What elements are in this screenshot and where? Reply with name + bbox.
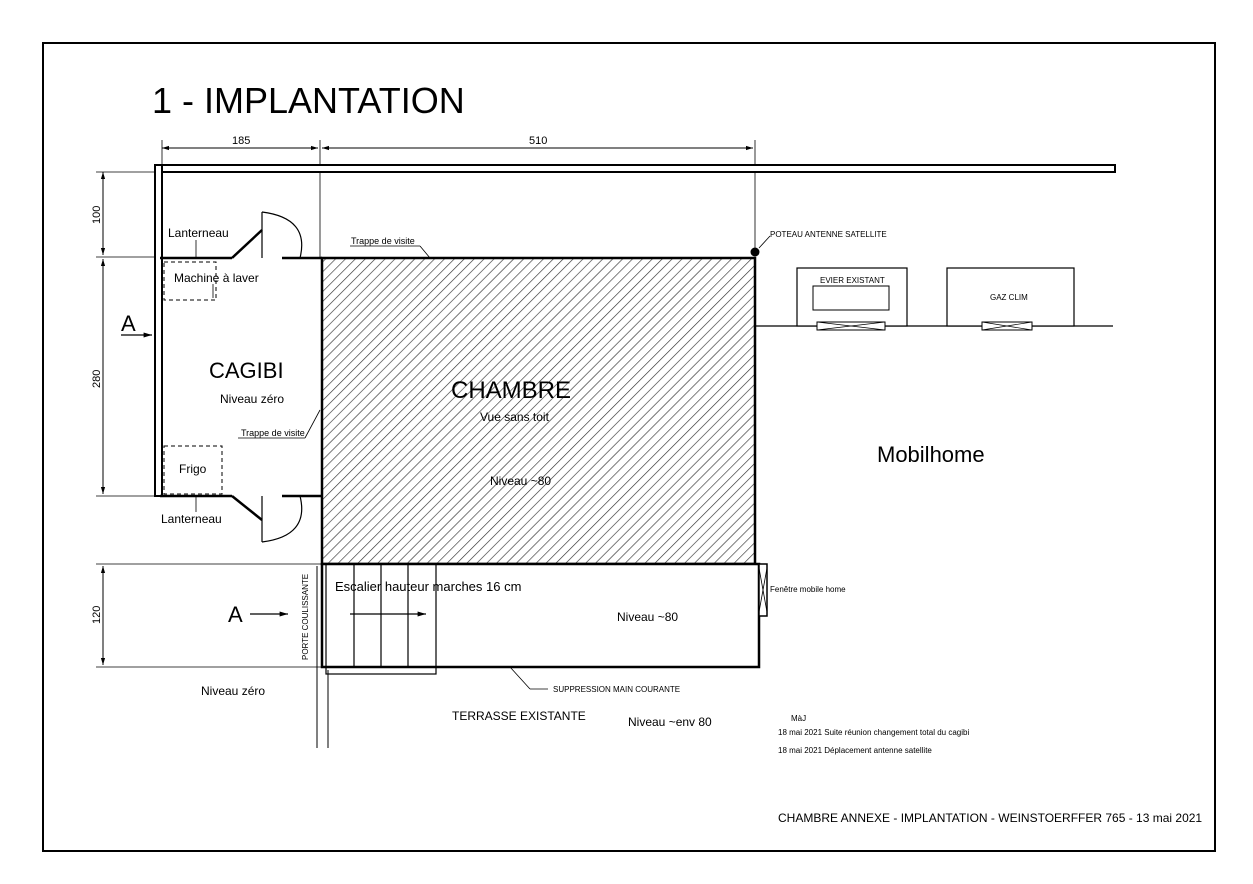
dim-280: 280 [91,369,103,388]
dim-100: 100 [91,205,103,224]
label-frigo: Frigo [179,462,207,476]
label-machine-a-laver: Machine à laver [174,271,259,285]
revision-notes [778,714,969,755]
label-cagibi: CAGIBI [209,358,284,383]
revision-item-1: 18 mai 2021 Suite réunion changement total du cagibi [778,728,970,737]
label-lanterneau-top: Lanterneau [168,226,229,240]
label-chambre: CHAMBRE [451,377,572,404]
left-dimensions [91,172,322,667]
label-chambre-sub: Vue sans toit [480,410,549,424]
label-gaz: GAZ CLIM [990,293,1028,302]
dim-510: 510 [529,135,548,147]
label-terrasse-existante: TERRASSE EXISTANTE [452,709,586,723]
page-title: 1 - IMPLANTATION [152,80,465,121]
label-chambre-level: Niveau ~80 [490,474,552,488]
label-cagibi-level: Niveau zéro [220,392,285,406]
label-fenetre: Fenêtre mobile home [770,585,846,594]
label-suppression: SUPPRESSION MAIN COURANTE [553,685,681,694]
section-a-top [121,311,152,336]
label-poteau: POTEAU ANTENNE SATELLITE [770,230,887,239]
top-wall [155,165,1115,172]
label-evier: EVIER EXISTANT [820,276,885,285]
left-wall [155,165,162,496]
dim-120: 120 [91,605,103,624]
poteau-antenne [751,248,760,257]
label-terrasse-level: Niveau ~80 [617,610,679,624]
dim-185: 185 [232,135,251,147]
label-porte-coulissante: PORTE COULISSANTE [301,573,310,660]
revision-item-2: 18 mai 2021 Déplacement antenne satellite [778,746,932,755]
label-lanterneau-bottom: Lanterneau [161,512,222,526]
label-escalier: Escalier hauteur marches 16 cm [335,579,522,594]
label-trappe-top: Trappe de visite [351,236,415,246]
section-a-label-bottom: A [228,602,243,627]
section-a-bottom [228,602,288,627]
label-mobilhome: Mobilhome [877,442,985,467]
section-a-label-top: A [121,311,136,336]
footer-title-block: CHAMBRE ANNEXE - IMPLANTATION - WEINSTOERFFER 765 - 13 mai 2021 [778,811,1203,825]
label-niveau-zero-bottom: Niveau zéro [201,684,266,698]
revision-heading: MàJ [791,714,807,723]
label-niveau-env: Niveau ~env 80 [628,715,712,729]
label-trappe-left: Trappe de visite [241,428,305,438]
